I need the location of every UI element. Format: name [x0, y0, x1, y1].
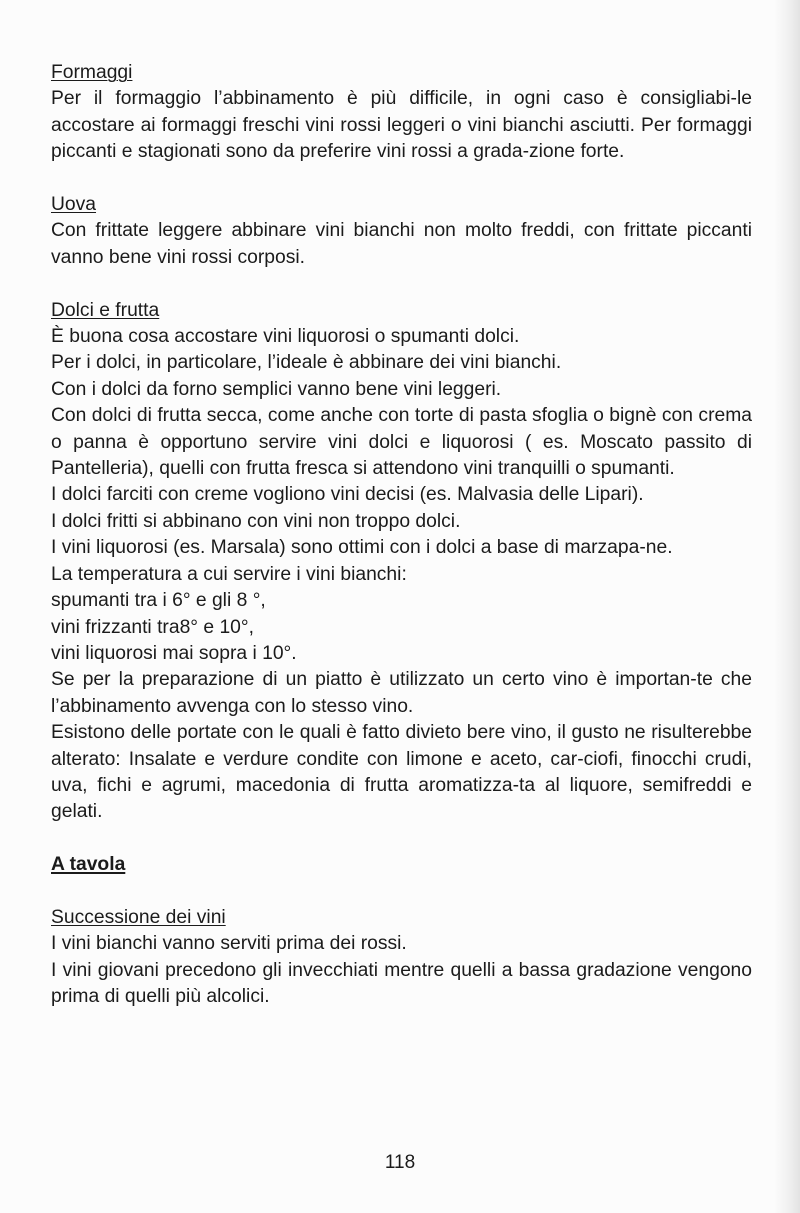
- section-heading-uova: Uova: [51, 194, 97, 216]
- section-heading-successione-dei-vini: Successione dei vini: [51, 906, 226, 928]
- paragraph: Per i dolci, in particolare, l’ideale è abbinare dei vini bianchi.: [51, 352, 562, 374]
- chapter-heading-a-tavola: A tavola: [51, 854, 126, 876]
- paragraph: Se per la preparazione di un piatto è utilizzato un certo vino è importan-te che l’abbinamento avvenga con lo stesso vino.: [51, 669, 752, 717]
- paragraph: I dolci farciti con creme vogliono vini decisi (es. Malvasia delle Lipari).: [51, 484, 644, 506]
- paragraph: Per il formaggio l’abbinamento è più difficile, in ogni caso è consigliabi-le accostare ai formaggi freschi vini rossi leggeri o vini bianchi asciutti. Per formaggi piccanti e stagionati sono da preferire vini rossi a grada-zione forte.: [51, 88, 752, 163]
- paragraph: Con dolci di frutta secca, come anche con torte di pasta sfoglia o bignè con crema o panna è opportuno servire vini dolci e liquorosi ( es. Moscato passito di Pantelleria), quelli con frutta fresca si attendono vini tranquilli o spumanti.: [51, 405, 752, 480]
- paragraph: I dolci fritti si abbinano con vini non troppo dolci.: [51, 510, 461, 532]
- page-number: 118: [384, 1152, 416, 1173]
- paragraph: La temperatura a cui servire i vini bianchi:: [51, 563, 407, 585]
- paragraph: spumanti tra i 6° e gli 8 °,: [51, 590, 266, 612]
- paragraph: È buona cosa accostare vini liquorosi o spumanti dolci.: [51, 326, 520, 348]
- section-heading-formaggi: Formaggi: [51, 62, 133, 83]
- section-formaggi: [51, 60, 752, 166]
- paragraph: I vini liquorosi (es. Marsala) sono ottimi con i dolci a base di marzapa-ne.: [51, 537, 673, 559]
- paragraph: vini liquorosi mai sopra i 10°.: [51, 642, 297, 664]
- section-uova: [51, 192, 752, 271]
- paragraph: Con i dolci da forno semplici vanno bene vini leggeri.: [51, 378, 502, 400]
- section-dolci-e-frutta: [51, 298, 752, 826]
- paragraph: I vini giovani precedono gli invecchiati mentre quelli a bassa gradazione vengono prima di quelli più alcolici.: [51, 959, 752, 1008]
- section-heading-dolci-e-frutta: Dolci e frutta: [51, 299, 160, 321]
- paragraph: vini frizzanti tra8° e 10°,: [51, 616, 254, 638]
- paragraph: Con frittate leggere abbinare vini bianchi non molto freddi, con frittate piccanti vanno bene vini rossi corposi.: [51, 220, 752, 268]
- paragraph: I vini bianchi vanno serviti prima dei rossi.: [51, 933, 407, 955]
- section-successione-dei-vini: [51, 905, 752, 1011]
- paragraph: Esistono delle portate con le quali è fatto divieto bere vino, il gusto ne risulterebbe alterato: Insalate e verdure condite con limone e aceto, car-ciofi, finocchi crudi, uva, fichi e agrumi, macedonia di frutta aromatizza-ta al liquore, semifreddi e gelati.: [51, 722, 752, 823]
- page-content: [51, 60, 752, 1037]
- page-edge-shadow: [774, 0, 800, 1213]
- section-a-tavola: [51, 852, 752, 878]
